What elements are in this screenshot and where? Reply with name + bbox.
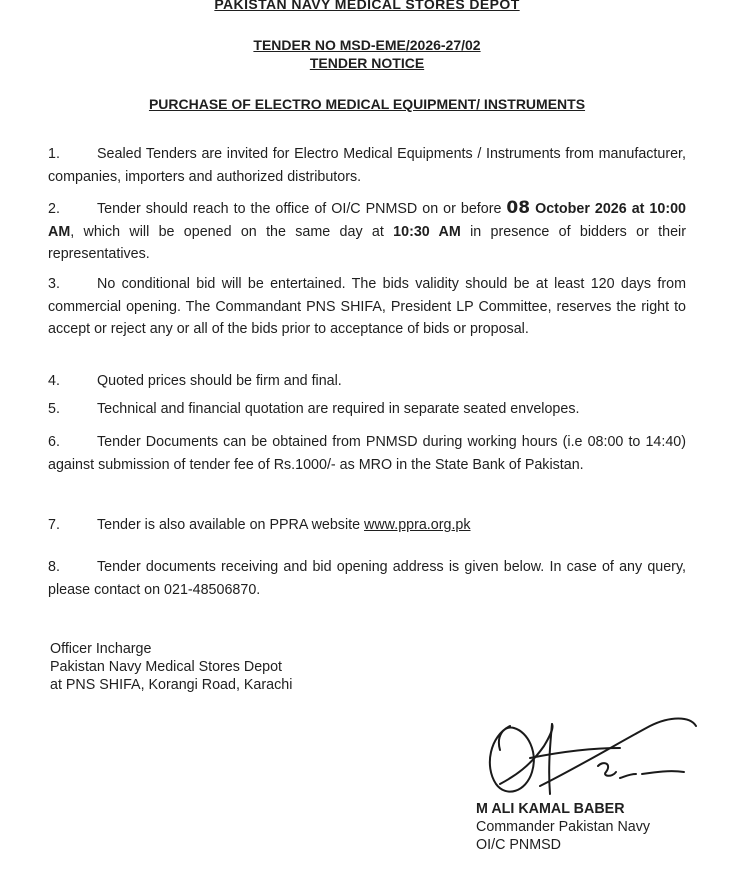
tender-number: TENDER NO MSD-EME/2026-27/02 xyxy=(253,37,481,53)
paragraph-1 xyxy=(48,143,686,188)
org-title: PAKISTAN NAVY MEDICAL STORES DEPOT xyxy=(214,0,520,12)
paragraph-8 xyxy=(48,556,686,601)
paragraph-number: 7. xyxy=(48,517,60,533)
paragraph-number: 8. xyxy=(48,559,60,575)
paragraph-number: 1. xyxy=(48,146,60,162)
paragraph-text: Tender documents receiving and bid opening address is given below. In case of any query, please contact on 021-48506870. xyxy=(48,559,686,598)
office-line-title: Officer Incharge xyxy=(50,641,152,657)
paragraph-number: 5. xyxy=(48,401,60,417)
subject-heading: PURCHASE OF ELECTRO MEDICAL EQUIPMENT/ INSTRUMENTS xyxy=(148,96,586,112)
office-line-address: at PNS SHIFA, Korangi Road, Karachi xyxy=(50,677,293,693)
signatory-name: M ALI KAMAL BABER xyxy=(476,801,625,817)
paragraph-text: Quoted prices should be firm and final. xyxy=(97,373,342,389)
paragraph-number: 2. xyxy=(48,201,60,217)
paragraph-2 xyxy=(48,197,686,266)
paragraph-6 xyxy=(48,431,686,476)
signature-icon xyxy=(470,706,700,806)
ppra-website-link[interactable]: www.ppra.org.pk xyxy=(364,517,471,533)
paragraph-5 xyxy=(48,398,686,421)
tender-notice-heading: TENDER NOTICE xyxy=(309,55,425,71)
paragraph-text: in presence of bidders or their representatives. xyxy=(48,223,686,262)
paragraph-3 xyxy=(48,273,686,341)
paragraph-text: Tender Documents can be obtained from PNMSD during working hours (i.e 08:00 to 14:40) against submission of tender fee of Rs.1000/- as MRO in the State Bank of Pakistan. xyxy=(48,434,686,473)
paragraph-number: 6. xyxy=(48,434,60,450)
paragraph-4 xyxy=(48,370,686,393)
signatory-rank: Commander Pakistan Navy xyxy=(476,819,651,835)
paragraph-text: Tender is also available on PPRA website xyxy=(97,517,365,533)
paragraph-7 xyxy=(48,514,686,537)
paragraph-number: 3. xyxy=(48,276,60,292)
paragraph-text: , which will be opened on the same day at xyxy=(70,223,394,240)
paragraph-text: Sealed Tenders are invited for Electro Medical Equipments / Instruments from manufacturer, companies, importers and authorized distributors. xyxy=(48,146,686,185)
deadline-date: October 2026 at 10:00 AM xyxy=(48,201,686,240)
office-line-depot: Pakistan Navy Medical Stores Depot xyxy=(50,659,283,675)
paragraph-text: Technical and financial quotation are required in separate seated envelopes. xyxy=(97,401,580,417)
paragraph-text: No conditional bid will be entertained. The bids validity should be at least 120 days from commercial opening. The Commandant PNS SHIFA, President LP Committee, reserves the right to accept or reject any or all of the bids prior to acceptance of bids or proposal. xyxy=(48,276,686,337)
paragraph-number: 4. xyxy=(48,373,60,389)
signatory-post: OI/C PNMSD xyxy=(476,837,561,853)
opening-time: 10:30 AM xyxy=(393,223,461,240)
handwritten-day: 08 xyxy=(506,198,531,218)
paragraph-text: Tender should reach to the office of OI/C PNMSD on or before xyxy=(97,201,507,217)
